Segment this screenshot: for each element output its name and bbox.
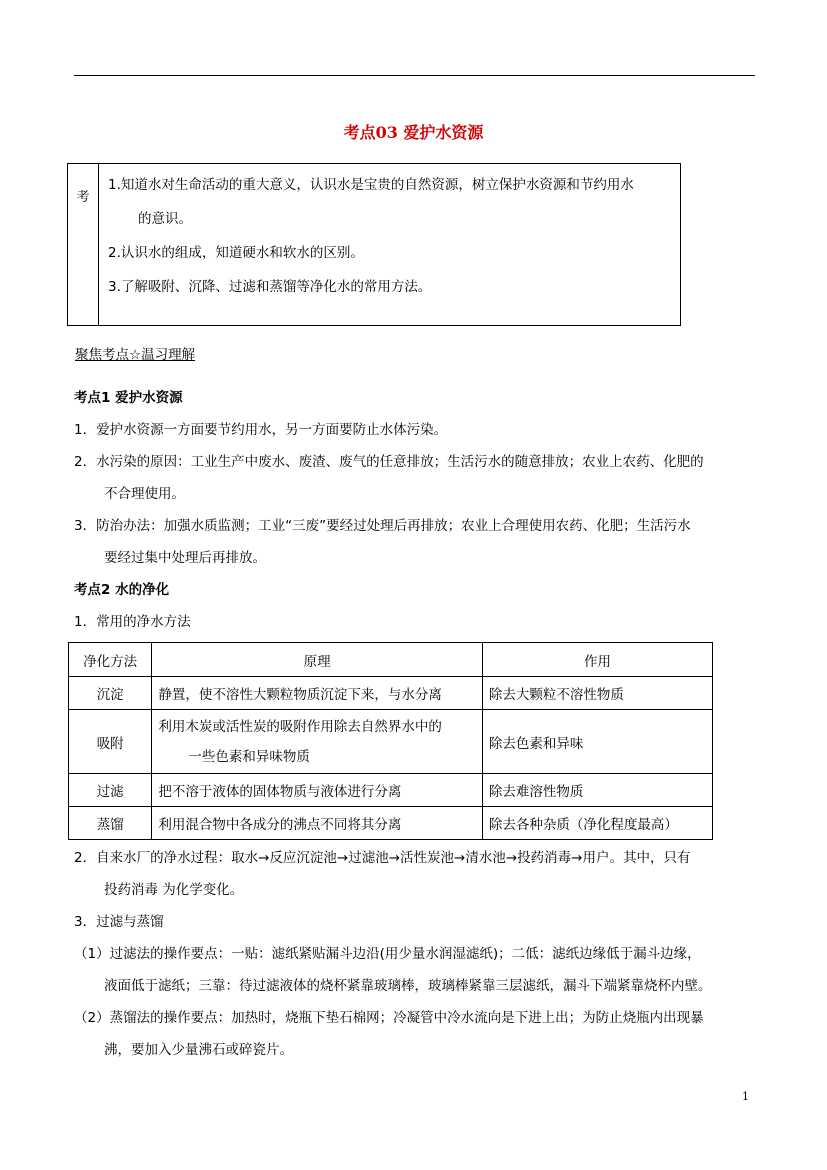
table-row [69,774,713,807]
table-row [69,710,713,774]
point2-heading: 考点2 水的净化 [74,582,170,598]
principle-line: 利用木炭或活性炭的吸附作用除去自然界水中的 [158,718,442,735]
principle-line: 一些色素和异味物质 [188,748,310,765]
table-cell-method: 蒸馏 [69,807,152,840]
point1-heading: 考点1 爱护水资源 [74,390,183,406]
paragraph-line: 1．常用的净水方法 [74,614,191,630]
paragraph-line: （1）过滤法的操作要点：一贴：滤纸紧贴漏斗边沿(用少量水润湿滤纸)；二低：滤纸边缘低于漏斗边缘， [74,946,701,962]
table-cell-principle: 静置，使不溶性大颗粒物质沉淀下来，与水分离 [152,677,483,710]
section-link-focus[interactable]: 聚焦考点☆温习理解 [75,347,196,363]
page-title: 考点03 爱护水资源 [343,123,484,142]
table-cell-method: 吸附 [69,710,152,774]
paragraph-line: 3．防治办法：加强水质监测；工业“三废”要经过处理后再排放；农业上合理使用农药、化肥；生活污水 [74,518,691,534]
paragraph-line: 要经过集中处理后再排放。 [104,550,266,566]
requirements-label: 考 [68,164,99,325]
table-cell-effect: 除去各种杂质（净化程度最高） [482,807,712,840]
paragraph-line: 不合理使用。 [104,486,185,502]
paragraph-line: 3．过滤与蒸馏 [74,914,164,930]
table-cell-principle: 把不溶于液体的固体物质与液体进行分离 [152,774,483,807]
table-cell-effect: 除去色素和异味 [482,710,712,774]
purification-methods-table [68,642,713,840]
requirements-box [67,163,681,326]
requirement-item: 的意识。 [138,211,192,227]
requirements-content [108,168,673,304]
requirement-item: 1.知道水对生命活动的重大意义，认识水是宝贵的自然资源，树立保护水资源和节约用水 [108,177,634,193]
table-row [69,677,713,710]
table-header-cell: 净化方法 [69,643,152,677]
point1-section [74,382,759,638]
paragraph-line: 液面低于滤纸；三靠：待过滤液体的烧杯紧靠玻璃棒，玻璃棒紧靠三层滤纸，漏斗下端紧靠烧杯内壁。 [104,978,712,994]
table-cell-method: 沉淀 [69,677,152,710]
table-header-cell: 作用 [482,643,712,677]
table-cell-effect: 除去难溶性物质 [482,774,712,807]
requirement-item: 3.了解吸附、沉降、过滤和蒸馏等净化水的常用方法。 [108,279,432,295]
table-header-row [69,643,713,677]
paragraph-line: 2．自来水厂的净水过程：取水→反应沉淀池→过滤池→活性炭池→清水池→投药消毒→用户。其中，只有 [74,850,691,866]
header-rule [74,75,755,76]
requirement-item: 2.认识水的组成，知道硬水和软水的区别。 [108,245,364,261]
paragraph-line: 投药消毒 为化学变化。 [104,882,244,898]
paragraph-line: 沸，要加入少量沸石或碎瓷片。 [104,1042,293,1058]
table-cell-effect: 除去大颗粒不溶性物质 [482,677,712,710]
point2-section-continued [74,842,759,1066]
table-header-cell: 原理 [152,643,483,677]
paragraph-line: 2．水污染的原因：工业生产中废水、废渣、废气的任意排放；生活污水的随意排放；农业上农药、化肥的 [74,454,704,470]
page-number: 1 [742,1090,749,1103]
paragraph-line: （2）蒸馏法的操作要点：加热时，烧瓶下垫石棉网；冷凝管中冷水流向是下进上出；为防止烧瓶内出现暴 [74,1010,704,1026]
table-cell-principle [152,710,483,774]
paragraph-line: 1．爱护水资源一方面要节约用水，另一方面要防止水体污染。 [74,422,448,438]
table-row [69,807,713,840]
table-cell-method: 过滤 [69,774,152,807]
table-cell-principle: 利用混合物中各成分的沸点不同将其分离 [152,807,483,840]
